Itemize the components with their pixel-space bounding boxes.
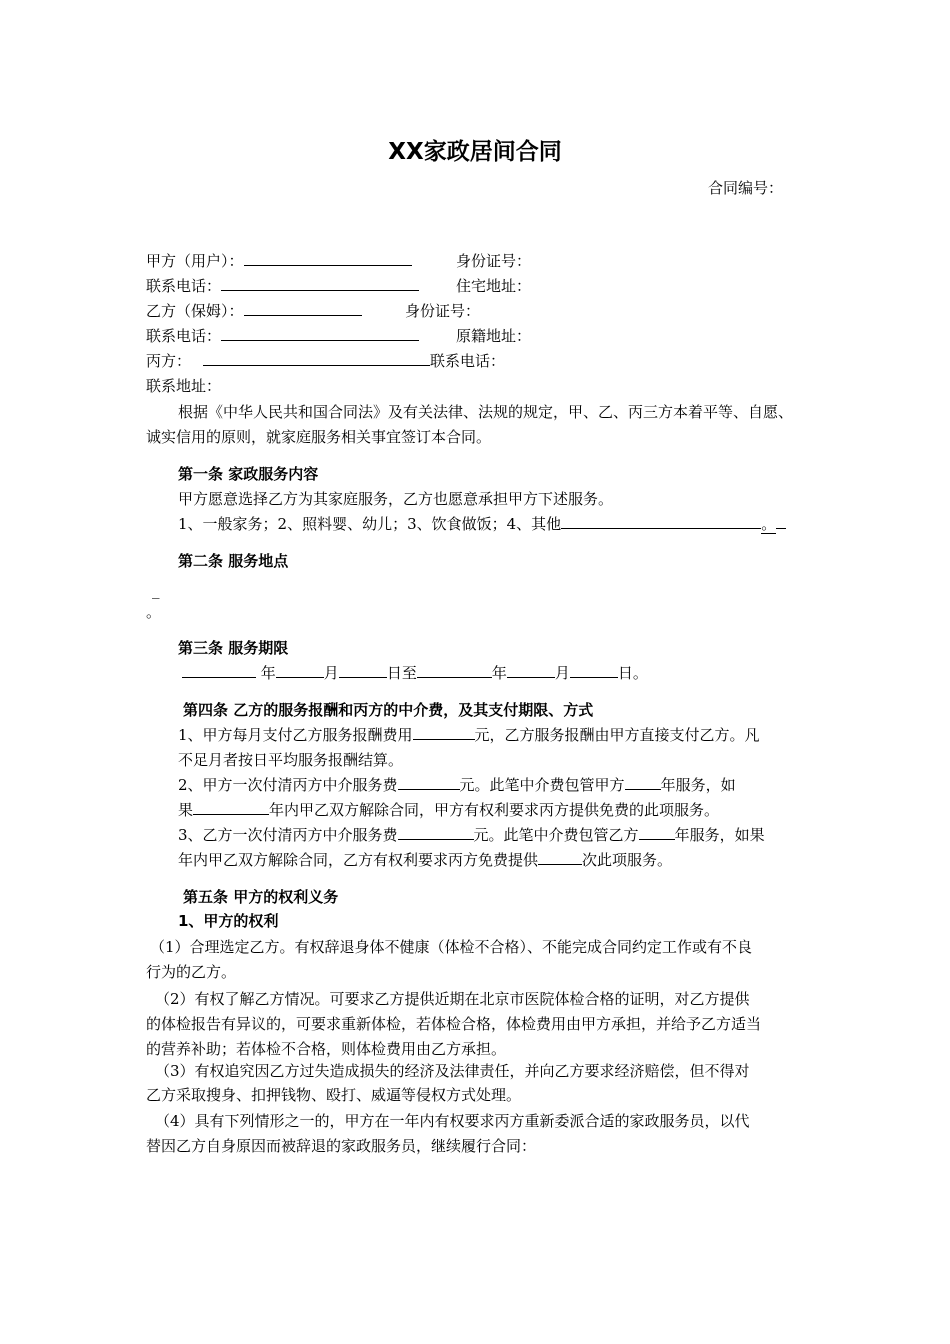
text: 果 (178, 801, 194, 819)
text: 1、甲方每月支付乙方服务报酬费用 (178, 726, 413, 744)
article-1-title: 第一条 家政服务内容 (178, 465, 319, 483)
end-year-field (417, 663, 492, 678)
party-a-phone-label: 联系电话： (146, 277, 222, 295)
article-4-item-1-line-2: 不足月者按日平均服务报酬结算。 (178, 751, 404, 769)
contract-number-label: 合同编号： (708, 179, 784, 197)
party-a-name-field (244, 251, 412, 266)
text: 2、甲方一次付清丙方中介服务费 (178, 776, 398, 794)
intro-line-2: 诚实信用的原则，就家庭服务相关事宜签订本合同。 (146, 428, 492, 446)
years-a-field (625, 775, 661, 790)
party-b-phone-field (221, 326, 419, 341)
text: 年服务，如 (660, 776, 736, 794)
party-c-address-label: 联系地址： (146, 377, 222, 395)
article-1-services-text: 1、一般家务；2、照料婴、幼儿；3、饮食做饭；4、其他 (178, 515, 562, 533)
article-4-item-3-line-2 (178, 850, 672, 870)
party-b-phone-line (146, 326, 419, 346)
article-4-item-1-line-1 (178, 725, 760, 745)
article-2-title: 第二条 服务地点 (178, 552, 289, 570)
article-5-item-3-line-2: 乙方采取搜身、扣押钱物、殴打、威逼等侵权方式处理。 (146, 1086, 522, 1104)
party-b-line (146, 301, 362, 321)
party-b-phone-label: 联系电话： (146, 327, 222, 345)
intro-line-1: 根据《中华人民共和国合同法》及有关法律、法规的规定，甲、乙、丙三方本着平等、自愿、 (178, 403, 794, 421)
years-b-field (639, 825, 675, 840)
text: 年服务，如果 (674, 826, 765, 844)
article-4-item-2-line-1 (178, 775, 736, 795)
article-3-period-line (182, 663, 648, 683)
party-b-name-field (244, 301, 362, 316)
party-b-origin-address-label: 原籍地址： (456, 327, 532, 345)
article-1-paragraph: 甲方愿意选择乙方为其家庭服务，乙方也愿意承担甲方下述服务。 (178, 490, 614, 508)
free-times-field (538, 850, 582, 865)
article-5-item-1-line-2: 行为的乙方。 (146, 963, 237, 981)
start-year-field (182, 663, 256, 678)
text: 年内甲乙双方解除合同，甲方有权利要求丙方提供免费的此项服务。 (269, 801, 720, 819)
article-2-period: 。 (146, 603, 162, 621)
article-4-item-2-line-2 (178, 800, 719, 820)
article-5-item-2-line-1: （2）有权了解乙方情况。可要求乙方提供近期在北京市医院体检合格的证明，对乙方提供 (155, 990, 750, 1008)
text: 元，乙方服务报酬由甲方直接支付乙方。凡 (474, 726, 760, 744)
start-month-field (276, 663, 324, 678)
article-1-services-line (178, 514, 786, 534)
article-5-item-2-line-2: 的体检报告有异议的，可要求重新体检，若体检合格，体检费用由甲方承担，并给予乙方适当 (146, 1015, 762, 1033)
article-4-title: 第四条 乙方的服务报酬和丙方的中介费，及其支付期限、方式 (183, 701, 594, 719)
article-4-item-3-line-1 (178, 825, 765, 845)
article-1-services-end: 。 (761, 515, 777, 533)
document-title: XX家政居间合同 (388, 139, 562, 165)
month-label: 月 (554, 664, 570, 682)
article-5-subtitle: 1、甲方的权利 (178, 912, 279, 930)
article-3-title: 第三条 服务期限 (178, 639, 289, 657)
article-5-item-3-line-1: （3）有权追究因乙方过失造成损失的经济及法律责任，并向乙方要求经济赔偿，但不得对 (155, 1062, 750, 1080)
article-1-other-field (561, 514, 761, 529)
text: 元。此笔中介费包管甲方 (459, 776, 625, 794)
article-2-blank: _ (152, 581, 160, 599)
party-a-phone-field (221, 276, 419, 291)
year-label: 年 (491, 664, 507, 682)
text: 年内甲乙双方解除合同，乙方有权利要求丙方免费提供 (178, 851, 539, 869)
party-c-line (146, 351, 505, 371)
end-day-field (570, 663, 618, 678)
party-a-phone-line (146, 276, 419, 296)
article-5-item-4-line-2: 替因乙方自身原因而被辞退的家政服务员，继续履行合同： (146, 1137, 537, 1155)
years-a2-field (193, 800, 269, 815)
party-a-label: 甲方（用户）： (146, 252, 244, 270)
day-end-label: 日。 (617, 664, 648, 682)
start-day-field (339, 663, 387, 678)
party-c-phone-label: 联系电话： (430, 352, 506, 370)
day-to-label: 日至 (386, 664, 417, 682)
text: 元。此笔中介费包管乙方 (473, 826, 639, 844)
agency-fee-a-field (398, 775, 460, 790)
monthly-fee-field (413, 725, 475, 740)
party-b-label: 乙方（保姆）： (146, 302, 244, 320)
article-5-item-1-line-1: （1）合理选定乙方。有权辞退身体不健康（体检不合格）、不能完成合同约定工作或有不良 (150, 938, 753, 956)
agency-fee-b-field (398, 825, 474, 840)
text: 3、乙方一次付清丙方中介服务费 (178, 826, 398, 844)
month-label: 月 (323, 664, 339, 682)
article-5-item-4-line-1: （4）具有下列情形之一的，甲方在一年内有权要求丙方重新委派合适的家政服务员，以代 (155, 1112, 750, 1130)
party-a-home-address-label: 住宅地址： (456, 277, 532, 295)
end-month-field (507, 663, 555, 678)
year-label: 年 (260, 664, 276, 682)
party-c-label: 丙方： (146, 352, 192, 370)
party-b-id-label: 身份证号： (405, 302, 481, 320)
article-5-title: 第五条 甲方的权利义务 (183, 888, 339, 906)
party-a-id-label: 身份证号： (456, 252, 532, 270)
text: 次此项服务。 (582, 851, 673, 869)
party-a-line (146, 251, 412, 271)
party-c-name-field (203, 351, 430, 366)
article-5-item-2-line-3: 的营养补助；若体检不合格，则体检费用由乙方承担。 (146, 1040, 507, 1058)
